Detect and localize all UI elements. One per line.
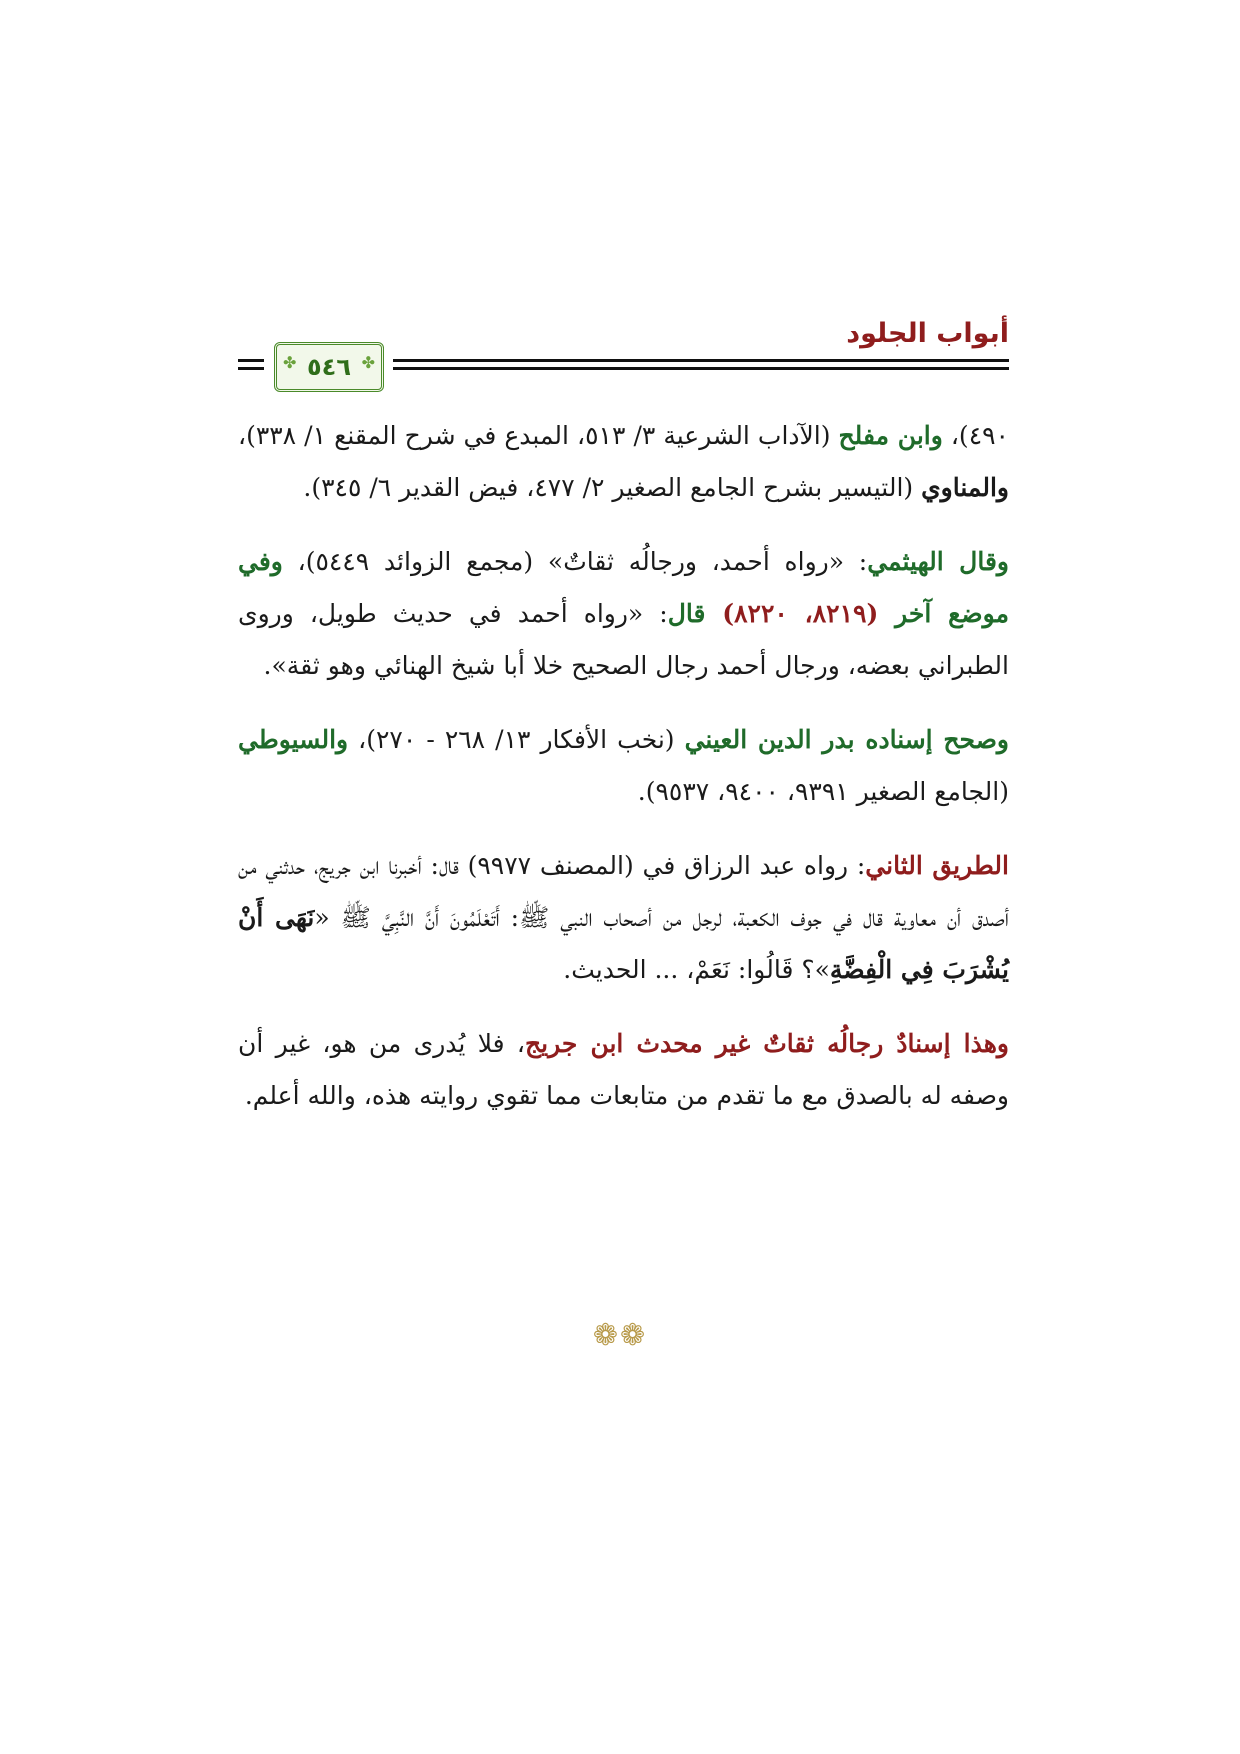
text-run: (الآداب الشرعية ٣/ ٥١٣، المبدع في شرح المقنع ١/ ٣٣٨)، (238, 421, 839, 450)
text-run: : «رواه أحمد في حديث طويل، وروى الطبراني بعضه، ورجال أحمد رجال الصحيح خلا أبا شيخ الهنائي وهو ثقة». (238, 599, 1009, 680)
text-run: : رواه عبد الرزاق في (المصنف ٩٩٧٧) قال: أخبرنا ابن جريج، حدثني من أصدق أن معاوية قال في جوف الكعبة، لرجل من أصحاب النبي ﷺ: أَتَعْلَمُونَ أَنَّ النَّبِيَّ ﷺ « (238, 851, 1009, 932)
header-rule (238, 367, 264, 370)
page-body (238, 410, 1009, 1144)
highlighted-name: والمناوي (921, 473, 1009, 502)
page-number-badge: ✤ ٥٤٦ ✤ (274, 342, 384, 392)
highlighted-phrase: وهذا إسنادٌ رجالُه ثقاتٌ غير محدث ابن جريج (525, 1029, 1009, 1058)
reference-numbers: (٨٢١٩، ٨٢٢٠) (705, 599, 896, 628)
paragraph (238, 1018, 1009, 1122)
text-run: »؟ قَالُوا: نَعَمْ، ... الحديث. (563, 955, 830, 984)
paragraph (238, 714, 1009, 818)
highlighted-phrase: وفي موضع آخر (238, 547, 1009, 628)
highlighted-name: وقال الهيثمي (867, 547, 1009, 576)
highlighted-phrase: قال (667, 599, 706, 628)
highlighted-name: وابن مفلح (838, 421, 943, 450)
chapter-title: أبواب الجلود (846, 318, 1009, 349)
paragraph (238, 410, 1009, 514)
header-rule (393, 367, 1009, 370)
highlighted-name: والسيوطي (238, 725, 349, 754)
text-run: ، فلا يُدرى من هو، غير أن وصفه له بالصدق مع ما تقدم من متابعات مما تقوي روايته هذه، والله أعلم. (238, 1029, 1009, 1110)
paragraph (238, 840, 1009, 996)
section-heading: الطريق الثاني (865, 851, 1009, 880)
text-run: ٤٩٠)، (942, 421, 1009, 450)
text-run: (الجامع الصغير ٩٣٩١، ٩٤٠٠، ٩٥٣٧). (637, 777, 1009, 806)
end-ornament-icon: ❁❁ (592, 1318, 648, 1353)
highlighted-phrase: وصحح إسناده بدر الدين العيني (684, 725, 1009, 754)
hadith-quote: نَهَى أَنْ يُشْرَبَ فِي الْفِضَّةِ (238, 903, 1009, 984)
header-rule (238, 359, 264, 362)
text-run: (نخب الأفكار ١٣/ ٢٦٨ - ٢٧٠)، (348, 725, 685, 754)
text-run: : «رواه أحمد، ورجالُه ثقاتٌ» (مجمع الزوائد ٥٤٤٩)، (282, 547, 868, 576)
paragraph (238, 536, 1009, 692)
text-run: (التيسير بشرح الجامع الصغير ٢/ ٤٧٧، فيض القدير ٦/ ٣٤٥). (303, 473, 922, 502)
header-rule (393, 359, 1009, 362)
page-header (238, 318, 1009, 388)
